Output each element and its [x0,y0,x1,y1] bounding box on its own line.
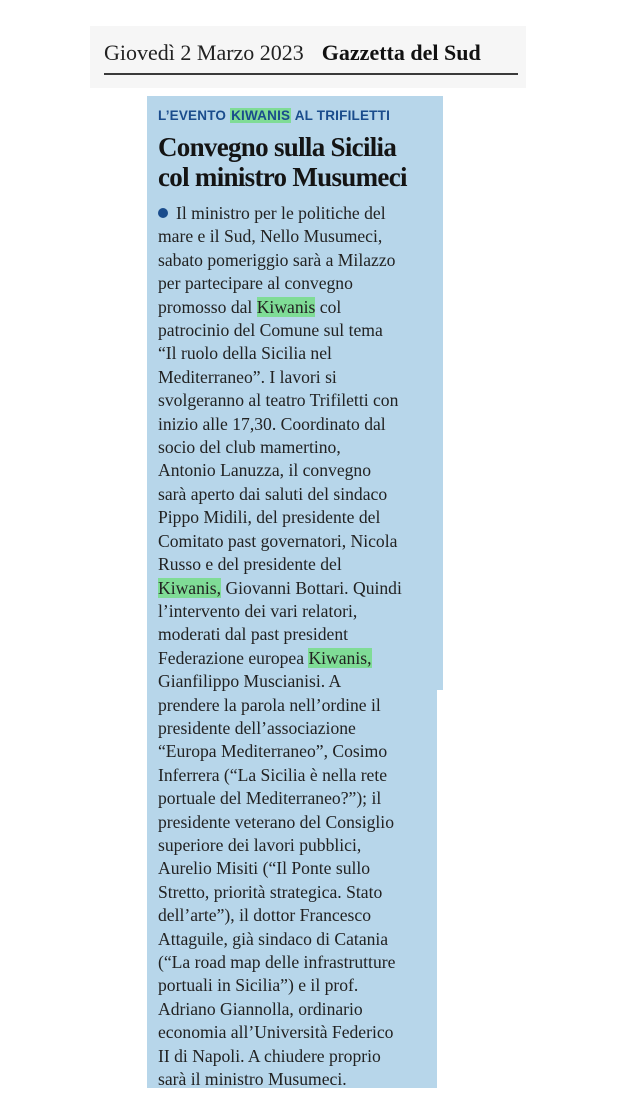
body-text: portuale del Mediterraneo?”); il [158,788,382,809]
bullet-icon [158,208,168,218]
body-line [158,951,440,974]
body-text: sabato pomeriggio sarà a Milazzo [158,249,396,270]
body-line [158,459,440,482]
body-text: Aurelio Misiti (“Il Ponte sullo [158,858,371,879]
body-text: sarà aperto dai saluti del sindaco [158,483,388,504]
masthead-row [104,40,518,66]
highlighted-term: Kiwanis, [158,577,222,598]
body-line [158,623,440,646]
body-text: mare e il Sud, Nello Musumeci, [158,226,383,247]
body-line [158,974,440,997]
body-line [158,366,440,389]
body-text: socio del club mamertino, [158,437,341,458]
body-line [158,506,440,529]
body-line [158,740,440,763]
body-line [158,904,440,927]
body-text: Inferrera (“La Sicilia è nella rete [158,764,388,785]
kicker-highlight: KIWANIS [231,108,291,123]
body-line [158,553,440,576]
body-line [158,436,440,459]
body-text: (“La road map delle infrastrutture [158,952,396,972]
body-line [158,717,440,740]
body-line [158,600,440,623]
masthead-rule [104,73,518,75]
body-line [158,1021,440,1044]
body-text: Pippo Midili, del presidente del [158,507,381,528]
body-line [158,857,440,880]
article-kicker [158,104,440,128]
highlighted-term: Kiwanis, [308,647,372,668]
article [158,104,440,1091]
body-line [158,249,440,272]
body-line [158,342,440,365]
headline-line: Convegno sulla Sicilia [158,132,397,162]
body-text: “Il ruolo della Sicilia nel [158,343,332,364]
body-text: promosso dal [158,296,257,317]
body-text: Giovanni Bottari. Quindi [221,577,402,598]
body-line [158,647,440,670]
body-line [158,694,440,717]
body-text: presidente veterano del Consiglio [158,811,394,832]
body-line [158,881,440,904]
body-text: superiore dei lavori pubblici, [158,834,362,855]
body-line [158,389,440,412]
body-line [158,1068,440,1091]
body-text: sarà il ministro Musumeci. [158,1069,347,1090]
body-text: patrocinio del Comune sul tema [158,320,383,341]
body-line [158,296,440,319]
body-line [158,764,440,787]
body-text: “Europa Mediterraneo”, Cosimo [158,741,388,762]
body-line [158,811,440,834]
body-text: col [315,296,342,317]
body-text: moderati dal past president [158,624,349,645]
body-text: prendere la parola nell’ordine il [158,694,381,715]
body-line [158,577,440,600]
kicker-after: AL TRIFILETTI [294,108,391,123]
article-body [158,202,440,1091]
body-line [158,670,440,693]
body-line [158,1045,440,1068]
body-line [158,225,440,248]
body-text: Il ministro per le politiche del [176,203,386,223]
newspaper-name: Gazzetta del Sud [321,40,481,65]
body-text: Comitato past governatori, Nicola [158,530,398,551]
body-text: II di Napoli. A chiudere proprio [158,1045,381,1066]
body-text: dell’arte”), il dottor Francesco [158,905,371,926]
body-text: Attaguile, già sindaco di Catania [158,928,389,949]
body-text: inizio alle 17,30. Coordinato dal [158,413,386,434]
body-line [158,998,440,1021]
body-text: portuali in Sicilia”) e il prof. [158,975,359,996]
body-line [158,928,440,951]
body-line [158,787,440,810]
body-text: presidente dell’associazione [158,717,356,738]
body-text: Federazione europea [158,647,309,668]
body-line [158,319,440,342]
body-text: Russo e del presidente del [158,554,342,575]
kicker-before: L’EVENTO [158,108,227,123]
body-line [158,483,440,506]
headline-line: col ministro Musumeci [158,162,407,192]
body-text: Gianfilippo Muscianisi. A [158,671,342,692]
highlighted-term: Kiwanis [256,296,316,317]
body-text: Mediterraneo”. I lavori si [158,366,337,387]
body-text: Stretto, priorità strategica. Stato [158,881,383,902]
body-text: l’intervento dei vari relatori, [158,600,358,621]
body-line [158,530,440,553]
body-line [158,413,440,436]
body-text: svolgeranno al teatro Trifiletti con [158,390,399,411]
body-line [158,202,440,225]
body-line [158,834,440,857]
masthead [90,26,526,88]
body-text: Antonio Lanuzza, il convegno [158,460,372,481]
body-text: Adriano Giannolla, ordinario [158,998,363,1019]
article-headline [158,132,440,192]
body-line [158,272,440,295]
body-text: economia all’Università Federico [158,1022,394,1043]
body-text: per partecipare al convegno [158,273,353,294]
publication-date: Giovedì 2 Marzo 2023 [104,40,304,65]
